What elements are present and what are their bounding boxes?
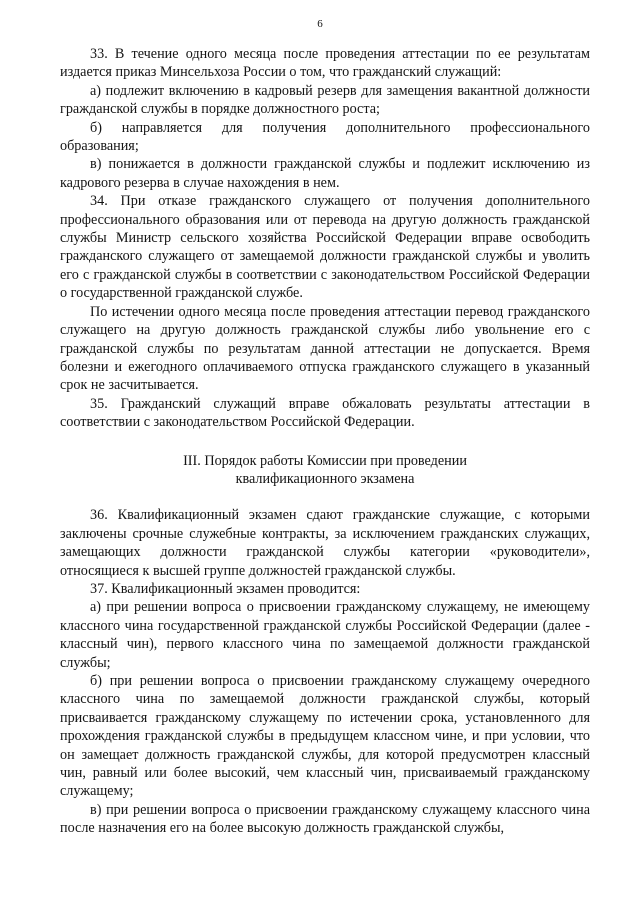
section-heading	[60, 452, 590, 489]
paragraph-34: 34. При отказе гражданского служащего от получения дополнительного профессионального образования или от перевода на другую должность гражданской службы Министр сельского хозяйства Российской Федерации вправе освободить гражданского служащего от замещаемой должности гражданской службы и уволить его с гражданской службы в соответствии с законодательством Российской Федерации о государственной гражданской службе.	[60, 193, 590, 302]
paragraph-33-a: а) подлежит включению в кадровый резерв для замещения вакантной должности гражданской службы в порядке должностного роста;	[60, 82, 590, 118]
paragraph-36: 36. Квалификационный экзамен сдают гражданские служащие, с которыми заключены срочные служебные контракты, за исключением гражданских служащих, замещающих должности гражданской службы категории «руководители», относящиеся к высшей группе должностей гражданской службы.	[60, 507, 590, 579]
paragraph-33-b: б) направляется для получения дополнительного профессионального образования;	[60, 119, 590, 155]
section-heading-line-2: квалификационного экзамена	[235, 470, 415, 487]
page-number: 6	[317, 18, 323, 30]
paragraph-37: 37. Квалификационный экзамен проводится:	[90, 580, 361, 597]
paragraph-37-b: б) при решении вопроса о присвоении гражданскому служащему очередного классного чина по замещаемой должности гражданской службы, который присваивается гражданскому служащему по истечении срока, установленного для прохождения гражданской службы в предыдущем классном чине, и при условии, что он замещает должность гражданской службы, для которой предусмотрен классный чин, равный или более высокий, чем классный чин, присваиваемый гражданскому служащему;	[60, 673, 590, 800]
paragraph-37-a: а) при решении вопроса о присвоении гражданскому служащему, не имеющему классного чина государственной гражданской службы Российской Федерации (далее - классный чин), первого классного чина по замещаемой должности гражданской службы;	[60, 599, 590, 671]
paragraph-37-v: в) при решении вопроса о присвоении гражданскому служащему классного чина после назначения его на более высокую должность гражданской службы,	[60, 801, 590, 837]
paragraph-33: 33. В течение одного месяца после проведения аттестации по ее результатам издается приказ Минсельхоза России о том, что гражданский служащий:	[60, 46, 590, 81]
section-heading-line-1: III. Порядок работы Комиссии при проведении	[183, 452, 467, 469]
paragraph-35: 35. Гражданский служащий вправе обжаловать результаты аттестации в соответствии с законодательством Российской Федерации.	[60, 395, 590, 431]
paragraph-33-v: в) понижается в должности гражданской службы и подлежит исключению из кадрового резерва в случае нахождения в нем.	[60, 156, 590, 191]
paragraph-34-continued: По истечении одного месяца после проведения аттестации перевод гражданского служащего на другую должность гражданской службы либо увольнение его с гражданской службы по результатам данной аттестации не допускается. Время болезни и ежегодного оплачиваемого отпуска гражданского служащего в указанный срок не засчитывается.	[60, 303, 590, 394]
document-body	[60, 45, 590, 838]
